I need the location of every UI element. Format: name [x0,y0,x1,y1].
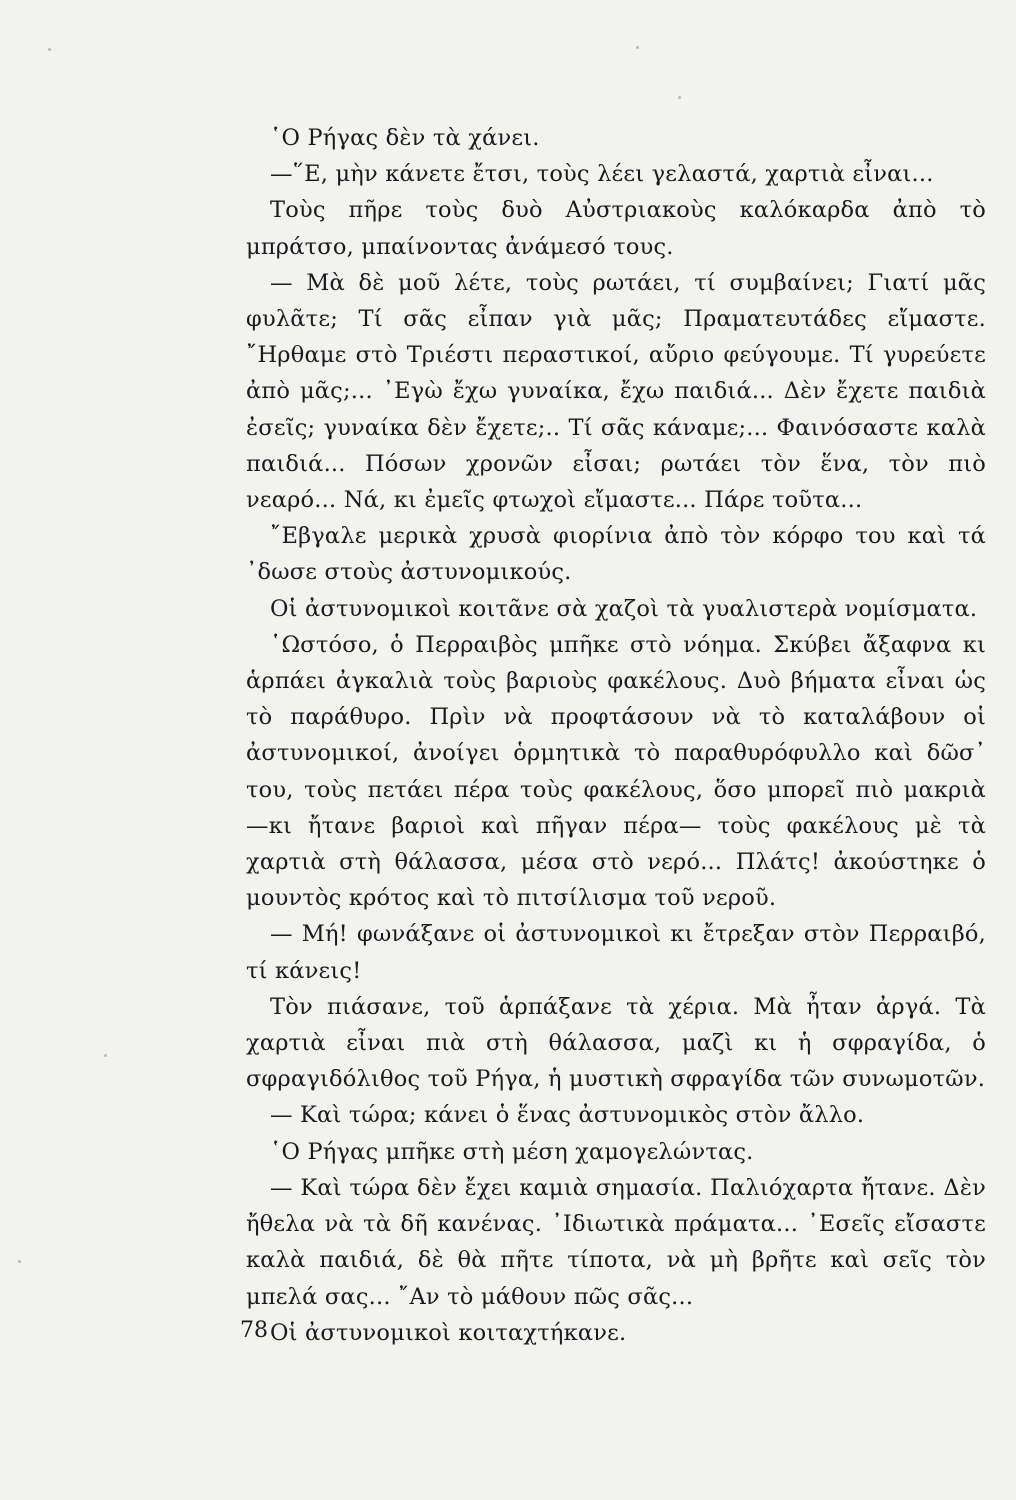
paragraph: Οἱ ἀστυνομικοὶ κοιτᾶνε σὰ χαζοὶ τὰ γυαλιστερὰ νομίσματα. [270,595,978,622]
paragraph: ῾Ο Ρήγας μπῆκε στὴ μέση χαμογελώντας. [270,1138,754,1165]
paragraph: Τοὺς πῆρε τοὺς δυὸ Αὐστριακοὺς καλόκαρδα ἀπὸ τὸ μπράτσο, μπαίνοντας ἀνάμεσό τους. [246,197,986,260]
paper-speck [48,48,51,51]
paragraph: — Καὶ τώρα δὲν ἔχει καμιὰ σημασία. Παλιόχαρτα ἤτανε. Δὲν ἤθελα νὰ τὰ δῆ κανένας. ᾿Ιδιωτικὰ πράματα... ᾿Εσεῖς εἴσαστε καλὰ παιδιά, δὲ θὰ πῆτε τίποτα, νὰ μὴ βρῆτε καὶ σεῖς τὸν μπελά σας... ῎Αν τὸ μάθουν πῶς σᾶς... [246,1174,986,1310]
paragraph: ῾Ωστόσο, ὁ Περραιβὸς μπῆκε στὸ νόημα. Σκύβει ἄξαφνα κι ἁρπάει ἀγκαλιὰ τοὺς βαριοὺς φακέλους. Δυὸ βήματα εἶναι ὡς τὸ παράθυρο. Πρὶν νὰ προφτάσουν νὰ τὸ καταλάβουν οἱ ἀστυνομικοί, ἀνοίγει ὁρμητικὰ τὸ παραθυρόφυλλο καὶ δῶσ᾿ του, τοὺς πετάει πέρα τοὺς φακέλους, ὅσο μπορεῖ πιὸ μακριὰ —κι ἤτανε βαριοὶ καὶ πῆγαν πέρα— τοὺς φακέλους μὲ τὰ χαρτιὰ στὴ θάλασσα, μέσα στὸ νερό... Πλάτς! ἀκούστηκε ὁ μουντὸς κρότος καὶ τὸ πιτσίλισμα τοῦ νεροῦ. [246,631,986,912]
paragraph: Τὸν πιάσανε, τοῦ ἁρπάξανε τὰ χέρια. Μὰ ἦταν ἀργά. Τὰ χαρτιὰ εἶναι πιὰ στὴ θάλασσα, μαζὶ κι ἡ σφραγίδα, ὁ σφραγιδόλιθος τοῦ Ρήγα, ἡ μυστικὴ σφραγίδα τῶν συνωμοτῶν. [246,993,986,1093]
body-text [246,120,986,1351]
paper-speck [104,1054,107,1057]
paper-speck [678,96,681,99]
paragraph: — Μὰ δὲ μοῦ λέτε, τοὺς ρωτάει, τί συμβαίνει; Γιατί μᾶς φυλᾶτε; Τί σᾶς εἶπαν γιὰ μᾶς; Πραματευτάδες εἴμαστε. ῎Ηρθαμε στὸ Τριέστι περαστικοί, αὔριο φεύγουμε. Τί γυρεύετε ἀπὸ μᾶς;... ᾿Εγὼ ἔχω γυναίκα, ἔχω παιδιά... Δὲν ἔχετε παιδιὰ ἐσεῖς; γυναίκα δὲν ἔχετε;.. Τί σᾶς κάναμε;... Φαινόσαστε καλὰ παιδιά... Πόσων χρονῶν εἶσαι; ρωτάει τὸν ἕνα, τὸν πιὸ νεαρό... Νά, κι ἐμεῖς φτωχοὶ εἴμαστε... Πάρε τοῦτα... [246,269,986,514]
paragraph: Οἱ ἀστυνομικοὶ κοιταχτήκανε. [270,1319,627,1346]
paragraph: — Καὶ τώρα; κάνει ὁ ἕνας ἀστυνομικὸς στὸν ἄλλο. [270,1102,865,1129]
paragraph: ῎Εβγαλε μερικὰ χρυσὰ φιορίνια ἀπὸ τὸν κόρφο του καὶ τά ᾿δωσε στοὺς ἀστυνομικούς. [246,523,986,586]
paragraph: —῞Ε, μὴν κάνετε ἔτσι, τοὺς λέει γελαστά, χαρτιὰ εἶναι... [270,161,934,188]
paragraph: ῾Ο Ρήγας δὲν τὰ χάνει. [270,125,540,151]
page-number: 78 [240,1318,268,1343]
paper-speck [636,46,639,49]
paper-speck [18,1260,21,1263]
paragraph: — Μή! φωνάξανε οἱ ἀστυνομικοὶ κι ἔτρεξαν στὸν Περραιβό, τί κάνεις! [246,921,986,984]
